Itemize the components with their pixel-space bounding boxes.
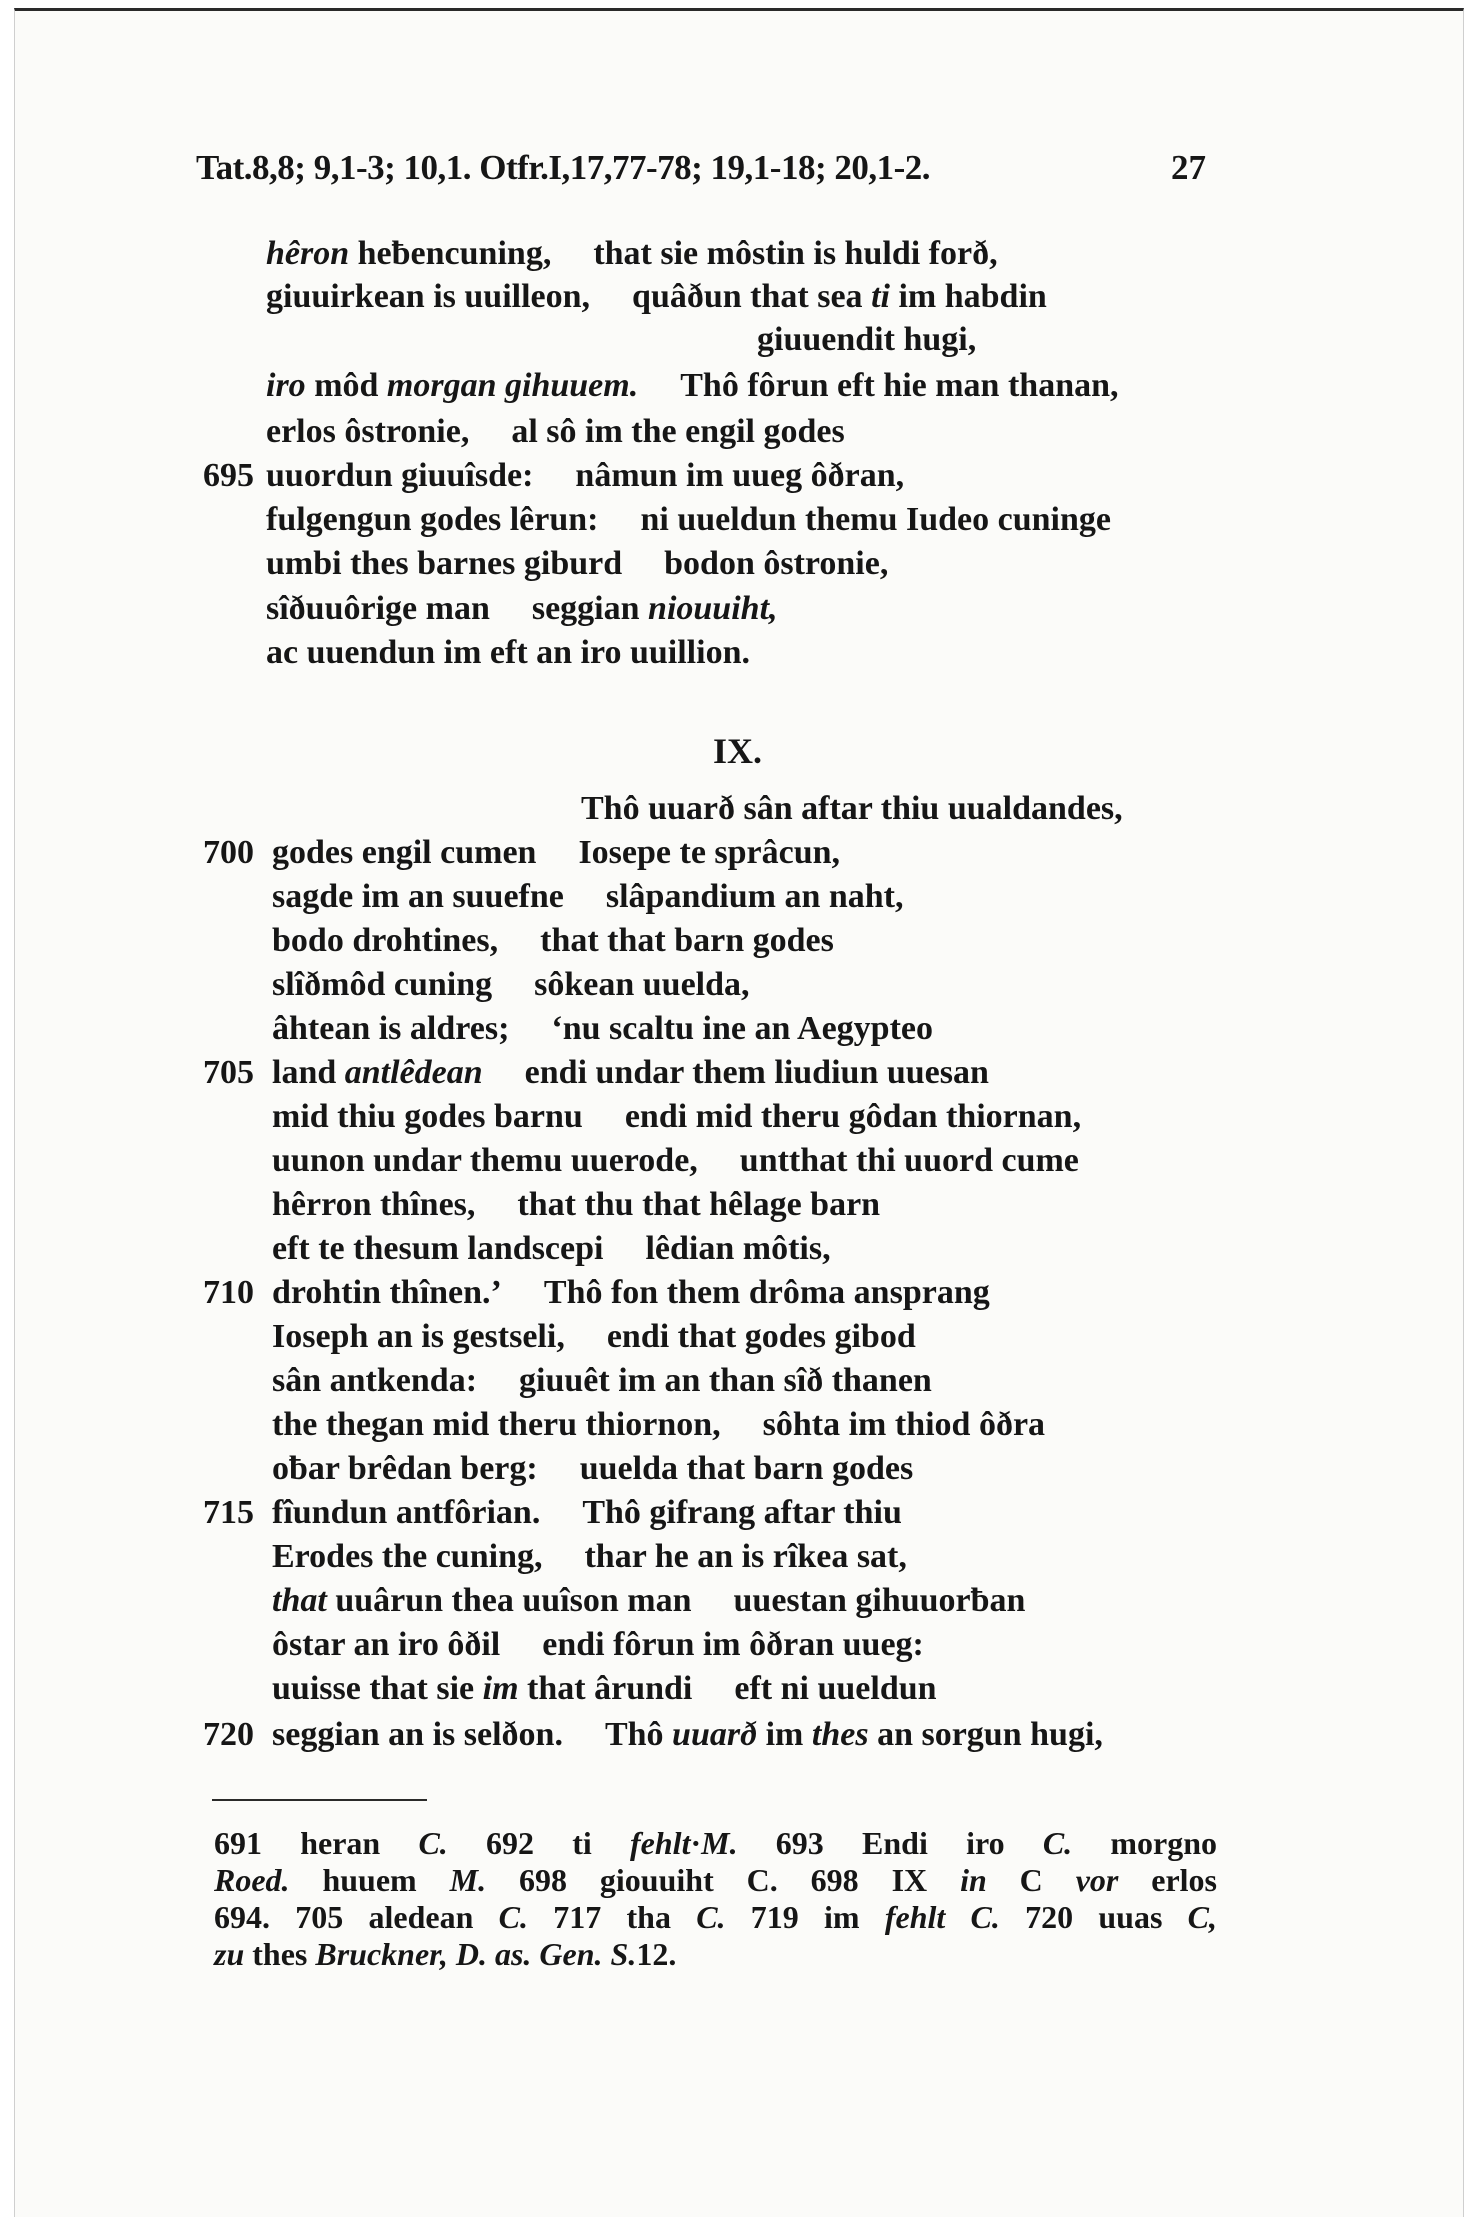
italic-word: C. — [1042, 1825, 1073, 1861]
verse-line — [0, 278, 1475, 322]
verse-text: eft ni uueldun — [734, 1670, 937, 1707]
verse-line — [0, 1318, 1475, 1362]
footnote-rule — [212, 1799, 427, 1801]
verse-text: im — [757, 1716, 812, 1753]
verse-text: thes — [244, 1936, 316, 1972]
verse-text: 691 heran — [214, 1825, 419, 1861]
half-line-b — [517, 1186, 880, 1224]
italic-word: in — [960, 1862, 987, 1898]
verse-line — [0, 1494, 1475, 1538]
verse-line — [0, 878, 1475, 922]
half-line-a — [272, 878, 564, 916]
half-line-b — [607, 1318, 916, 1356]
half-line-b — [544, 1274, 990, 1312]
half-line-b — [582, 1494, 902, 1532]
verse-line — [0, 321, 1475, 365]
verse-text: ôstar an iro ôðil — [272, 1626, 501, 1663]
verse-text: ni uueldun themu Iudeo cuninge — [640, 501, 1111, 538]
line-number: 720 — [203, 1716, 254, 1753]
verse-text: uunon undar themu uuerode, — [272, 1142, 698, 1179]
footnote-line — [214, 1936, 1217, 1973]
half-line-a — [272, 922, 498, 960]
half-line-b — [734, 1582, 1026, 1620]
verse-line — [0, 545, 1475, 589]
running-header — [196, 148, 1206, 192]
verse-text: · — [690, 1825, 702, 1861]
verse-line — [0, 922, 1475, 966]
verse-text: Iosepe te sprâcun, — [578, 834, 841, 871]
italic-word: ti — [871, 278, 890, 315]
verse-line — [0, 1716, 1475, 1760]
half-line-b — [740, 1142, 1079, 1180]
verse-text: âhtean is aldres; — [272, 1010, 510, 1047]
half-line-a — [266, 367, 638, 405]
half-line-b — [606, 878, 904, 916]
verse-text: the thegan mid theru thiornon, — [272, 1406, 721, 1443]
italic-word: C. — [696, 1899, 726, 1935]
half-line-a — [272, 1142, 698, 1180]
verse-text: bodon ôstronie, — [664, 545, 889, 582]
verse-line — [0, 235, 1475, 279]
verse-text: uuârun thea uuîson man — [326, 1582, 692, 1619]
verse-line — [0, 1230, 1475, 1274]
verse-text: môd — [305, 367, 387, 404]
half-line-b — [581, 790, 1123, 828]
page-number: 27 — [1171, 148, 1206, 187]
verse-line — [0, 1626, 1475, 1670]
half-line-a — [272, 1450, 538, 1488]
half-line-b — [645, 1230, 830, 1268]
verse-text: Thô gifrang aftar thiu — [582, 1494, 902, 1531]
italic-word: iro — [266, 367, 306, 404]
footnote-line — [214, 1825, 1217, 1862]
line-number: 700 — [203, 834, 254, 871]
verse-line — [0, 1670, 1475, 1714]
verse-text: godes engil cumen — [272, 834, 537, 871]
verse-text: untthat thi uuord cume — [739, 1142, 1079, 1179]
verse-text: Thô uuarð sân aftar thiu uualdandes, — [581, 790, 1123, 827]
verse-text: that ârundi — [518, 1670, 693, 1707]
verse-line — [0, 1362, 1475, 1406]
half-line-b — [575, 457, 904, 495]
italic-word: C, — [1187, 1899, 1217, 1935]
verse-text: al sô im the engil godes — [511, 413, 845, 450]
verse-line — [0, 634, 1475, 678]
verse-line — [0, 1582, 1475, 1626]
verse-text: giuuendit hugi, — [757, 321, 977, 358]
half-line-a — [272, 1538, 542, 1576]
verse-text: drohtin thînen.’ — [272, 1274, 502, 1311]
half-line-b — [584, 1538, 906, 1576]
half-line-b — [525, 1054, 989, 1092]
italic-word: C. — [498, 1899, 528, 1935]
verse-text: giuuêt im an than sîð thanen — [519, 1362, 932, 1399]
verse-text: 698 giouuiht C. 698 IX — [486, 1862, 961, 1898]
line-number: 705 — [203, 1054, 254, 1091]
italic-word: that — [272, 1582, 327, 1619]
verse-line — [0, 834, 1475, 878]
verse-text: Thô fon them drôma ansprang — [543, 1274, 990, 1311]
half-line-b — [580, 1450, 913, 1488]
half-line-a — [266, 413, 469, 451]
half-line-a — [266, 235, 551, 273]
verse-text: slîðmôd cuning — [272, 966, 493, 1003]
verse-text: sôkean uuelda, — [534, 966, 750, 1003]
verse-text: sân antkenda: — [272, 1362, 478, 1399]
verse-text: that thu that hêlage barn — [517, 1186, 881, 1223]
half-line-a — [272, 1494, 540, 1532]
half-line-b — [632, 278, 1047, 316]
verse-line — [0, 1010, 1475, 1054]
half-line-b — [734, 1670, 936, 1708]
half-line-b — [664, 545, 888, 583]
verse-text: Erodes the cuning, — [272, 1538, 543, 1575]
verse-text: Thô fôrun eft hie man thanan, — [680, 367, 1119, 404]
italic-word: Bruckner, D. as. Gen. S. — [315, 1936, 637, 1972]
half-line-b — [625, 1098, 1081, 1136]
half-line-b — [551, 1010, 933, 1048]
half-line-b — [534, 966, 749, 1004]
verse-text: ‘nu scaltu ine an Aegypteo — [551, 1010, 933, 1047]
half-line-a — [272, 1406, 721, 1444]
verse-text: endi fôrun im ôðran uueg: — [542, 1626, 924, 1663]
italic-word: fehlt — [884, 1899, 946, 1935]
half-line-a — [272, 1716, 563, 1754]
line-number: 710 — [203, 1274, 254, 1311]
verse-line — [0, 501, 1475, 545]
verse-line — [0, 367, 1475, 411]
half-line-b — [578, 834, 840, 872]
half-line-a — [272, 1274, 502, 1312]
verse-text: an sorgun hugi, — [868, 1716, 1103, 1753]
section-heading: IX. — [712, 731, 762, 771]
half-line-a — [272, 1582, 692, 1620]
verse-line — [0, 1098, 1475, 1142]
verse-text: endi that godes gibod — [606, 1318, 916, 1355]
italic-word: M. — [701, 1825, 738, 1861]
verse-text: sîðuuôrige man — [266, 590, 490, 627]
italic-word: antlêdean — [344, 1054, 483, 1091]
verse-text: ac uuendun im eft an iro uuillion. — [266, 634, 750, 671]
verse-text: that that barn godes — [540, 922, 834, 959]
verse-text: uuelda that barn godes — [579, 1450, 914, 1487]
verse-text: nâmun im uueg ôðran, — [575, 457, 905, 494]
italic-word: niouuiht, — [648, 590, 778, 627]
verse-text: lêdian môtis, — [645, 1230, 831, 1267]
verse-text: mid thiu godes barnu — [272, 1098, 583, 1135]
verse-text: oƀar brêdan berg: — [272, 1450, 538, 1487]
italic-word: C. — [418, 1825, 448, 1861]
verse-line — [0, 790, 1475, 834]
verse-text: huuem — [289, 1862, 450, 1898]
verse-text: im habdin — [889, 278, 1047, 315]
half-line-a — [272, 1230, 603, 1268]
verse-line — [0, 1142, 1475, 1186]
italic-word: Roed. — [214, 1862, 290, 1898]
verse-text: erlos ôstronie, — [266, 413, 470, 450]
verse-text: seggian an is selðon. — [272, 1716, 563, 1753]
verse-text: bodo drohtines, — [272, 922, 499, 959]
verse-line — [0, 1450, 1475, 1494]
verse-text — [945, 1899, 970, 1935]
half-line-b — [680, 367, 1118, 405]
half-line-a — [272, 1318, 565, 1356]
italic-word: vor — [1075, 1862, 1119, 1898]
verse-line — [0, 1186, 1475, 1230]
verse-text: sôhta im thiod ôðra — [762, 1406, 1046, 1443]
verse-text: 692 ti — [447, 1825, 631, 1861]
verse-line — [0, 1274, 1475, 1318]
verse-text: 717 tha — [527, 1899, 697, 1935]
verse-text: endi undar them liudiun uuesan — [524, 1054, 989, 1091]
verse-line — [0, 966, 1475, 1010]
verse-line — [0, 1406, 1475, 1450]
verse-line — [0, 1538, 1475, 1582]
verse-text: uuisse that sie — [272, 1670, 483, 1707]
italic-word: fehlt — [630, 1825, 691, 1861]
verse-line — [0, 457, 1475, 501]
half-line-b — [519, 1362, 932, 1400]
italic-word: hêron — [266, 235, 350, 272]
verse-text: 720 uuas — [999, 1899, 1188, 1935]
half-line-b — [511, 413, 844, 451]
half-line-a — [272, 1626, 500, 1664]
verse-text: Thô — [604, 1716, 673, 1753]
half-line-a — [272, 1670, 692, 1708]
verse-text: heƀencuning, — [349, 235, 552, 272]
half-line-a — [266, 457, 533, 495]
half-line-a — [272, 834, 536, 872]
half-line-b — [757, 321, 976, 359]
half-line-a — [266, 634, 750, 672]
half-line-a — [266, 590, 490, 628]
half-line-b — [542, 1626, 924, 1664]
verse-text: giuuirkean is uuilleon, — [266, 278, 591, 315]
verse-text: uuordun giuuîsde: — [266, 457, 534, 494]
half-line-b — [532, 590, 778, 628]
verse-text: seggian — [531, 590, 649, 627]
verse-text: that sie môstin is huldi forð, — [593, 235, 998, 272]
verse-text: 12. — [636, 1936, 677, 1972]
verse-line — [0, 413, 1475, 457]
half-line-b — [540, 922, 834, 960]
italic-word: morgan gihuuem. — [386, 367, 639, 404]
italic-word: C. — [970, 1899, 1000, 1935]
italic-word: uuarð — [672, 1716, 758, 1753]
verse-text: land — [272, 1054, 345, 1091]
half-line-a — [272, 1186, 475, 1224]
verse-text: eft te thesum landscepi — [272, 1230, 604, 1267]
verse-text: 719 im — [725, 1899, 885, 1935]
half-line-a — [266, 278, 590, 316]
half-line-a — [266, 545, 622, 583]
half-line-a — [272, 1010, 509, 1048]
verse-text: 694. 705 aledean — [214, 1899, 499, 1935]
half-line-a — [272, 1098, 583, 1136]
half-line-b — [763, 1406, 1045, 1444]
verse-text: fîundun antfôrian. — [272, 1494, 541, 1531]
italic-word: im — [482, 1670, 519, 1707]
line-number: 715 — [203, 1494, 254, 1531]
italic-word: M. — [449, 1862, 487, 1898]
verse-text: hêrron thînes, — [272, 1186, 476, 1223]
verse-text: fulgengun godes lêrun: — [266, 501, 599, 538]
half-line-b — [605, 1716, 1103, 1754]
verse-text: quâðun that sea — [632, 278, 872, 315]
verse-text: Ioseph an is gestseli, — [272, 1318, 565, 1355]
half-line-a — [272, 1054, 483, 1092]
half-line-a — [266, 501, 599, 539]
verse-text: uuestan gihuuorƀan — [733, 1582, 1026, 1619]
half-line-a — [272, 1362, 477, 1400]
verse-line — [0, 1054, 1475, 1098]
verse-text: endi mid theru gôdan thiornan, — [624, 1098, 1082, 1135]
verse-text: erlos — [1118, 1862, 1218, 1898]
verse-line — [0, 590, 1475, 634]
half-line-b — [641, 501, 1112, 539]
footnote-line — [214, 1862, 1217, 1899]
italic-word: zu — [214, 1936, 245, 1972]
verse-text: thar he an is rîkea sat, — [584, 1538, 907, 1575]
verse-text: umbi thes barnes giburd — [266, 545, 623, 582]
italic-word: thes — [811, 1716, 869, 1753]
footnotes — [214, 1825, 1217, 1973]
verse-text: sagde im an suuefne — [272, 878, 564, 915]
verse-text: C — [986, 1862, 1076, 1898]
verse-text: slâpandium an naht, — [605, 878, 904, 915]
line-number: 695 — [203, 457, 254, 494]
footnote-line — [214, 1899, 1217, 1936]
verse-text: morgno — [1072, 1825, 1218, 1861]
half-line-a — [272, 966, 492, 1004]
header-references: Tat.8,8; 9,1-3; 10,1. Otfr.I,17,77-78; 19,1-18; 20,1-2. — [196, 148, 931, 187]
verse-text: 693 Endi iro — [737, 1825, 1043, 1861]
half-line-b — [593, 235, 997, 273]
